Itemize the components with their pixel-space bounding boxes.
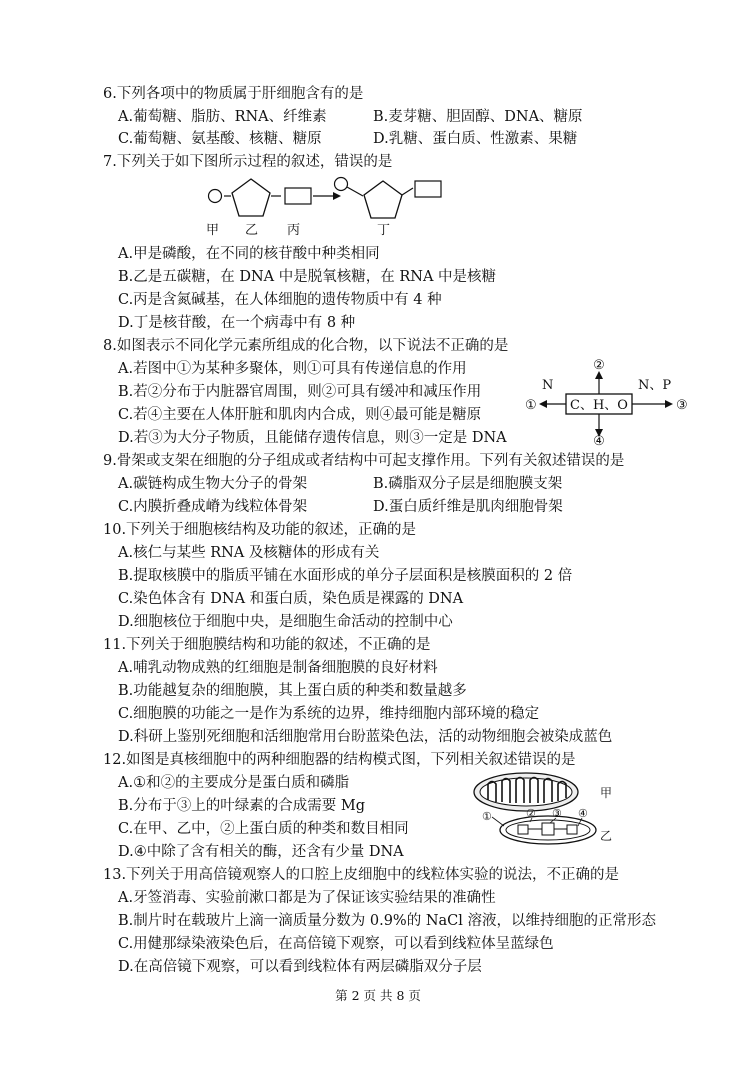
question-12-stem: 12.如图是真核细胞中的两种细胞器的结构模式图，下列相关叙述错误的是: [103, 752, 576, 768]
q7-option-b: B.乙是五碳糖，在 DNA 中是脱氧核糖，在 RNA 中是核糖: [118, 269, 497, 285]
q11-option-a: A.哺乳动物成熟的红细胞是制备细胞膜的良好材料: [118, 660, 438, 676]
q9-option-c: C.内膜折叠成嵴为线粒体骨架: [118, 499, 308, 515]
question-11-stem: 11.下列关于细胞膜结构和功能的叙述，不正确的是: [103, 637, 431, 653]
nucleotide-figure: [195, 172, 455, 238]
chloroplast: [500, 816, 596, 844]
q11-option-c: C.细胞膜的功能之一是作为系统的边界，维持细胞内部环境的稳定: [118, 706, 540, 722]
label-4-organelle: ④: [578, 807, 588, 820]
question-9-stem: 9.骨架或支架在细胞的分子组成或者结构中可起支撑作用。下列有关叙述错误的是: [103, 453, 625, 469]
q8-option-b: B.若②分布于内脏器官周围，则②可具有缓冲和减压作用: [118, 384, 482, 400]
cho-label: C、H、O: [570, 398, 628, 413]
label-2: ②: [593, 358, 605, 373]
label-3-organelle: ③: [552, 807, 562, 820]
q8-option-c: C.若④主要在人体肝脏和肌肉内合成，则④最可能是糖原: [118, 407, 482, 423]
separate-components: [209, 179, 312, 216]
q9-option-d: D.蛋白质纤维是肌肉细胞骨架: [373, 499, 563, 515]
q12-option-d: D.④中除了含有相关的酶，还含有少量 DNA: [118, 844, 404, 860]
label-bing: 丙: [287, 223, 301, 238]
phosphate-circle: [209, 190, 222, 203]
mitochondrion: [474, 773, 578, 811]
q13-option-c: C.用健那绿染液染色后，在高倍镜下观察，可以看到线粒体呈蓝绿色: [118, 936, 554, 952]
question-8-stem: 8.如图表示不同化学元素所组成的化合物，以下说法不正确的是: [103, 338, 509, 354]
label-3: ③: [676, 398, 688, 413]
q6-option-a: A.葡萄糖、脂肪、RNA、纤维素: [118, 109, 327, 125]
q6-option-b: B.麦芽糖、胆固醇、DNA、糖原: [373, 109, 583, 125]
q9-option-b: B.磷脂双分子层是细胞膜支架: [373, 476, 563, 492]
q10-option-c: C.染色体含有 DNA 和蛋白质，染色质是裸露的 DNA: [118, 591, 464, 607]
q13-option-d: D.在高倍镜下观察，可以看到线粒体有两层磷脂双分子层: [118, 959, 482, 975]
q10-option-a: A.核仁与某些 RNA 及核糖体的形成有关: [118, 545, 380, 561]
q7-option-c: C.丙是含氮碱基，在人体细胞的遗传物质中有 4 种: [118, 292, 442, 308]
page-footer: 第 2 页 共 8 页: [335, 988, 421, 1003]
label-1: ①: [525, 398, 537, 413]
label-ding: 丁: [377, 223, 391, 238]
question-6-stem: 6.下列各项中的物质属于肝细胞含有的是: [103, 86, 364, 102]
q6-option-d: D.乳糖、蛋白质、性激素、果糖: [373, 131, 578, 147]
label-jia-organelle: 甲: [600, 786, 613, 800]
q7-option-d: D.丁是核苷酸，在一个病毒中有 8 种: [118, 315, 356, 331]
question-7-stem: 7.下列关于如下图所示过程的叙述，错误的是: [103, 154, 393, 170]
pentose-pentagon: [232, 179, 270, 216]
label-1-organelle: ①: [482, 810, 492, 823]
q12-option-b: B.分布于③上的叶绿素的合成需要 Mg: [118, 798, 366, 814]
q8-option-d: D.若③为大分子物质，且能储存遗传信息，则③一定是 DNA: [118, 430, 507, 446]
q13-option-b: B.制片时在载玻片上滴一滴质量分数为 0.9%的 NaCl 溶液，以维持细胞的正常形态: [118, 913, 656, 929]
combined-nucleotide: [335, 178, 442, 219]
label-jia: 甲: [206, 223, 220, 238]
label-4: ④: [593, 434, 605, 446]
label-np-right: N、P: [638, 378, 672, 393]
q12-option-c: C.在甲、乙中，②上蛋白质的种类和数目相同: [118, 821, 409, 837]
q6-option-c: C.葡萄糖、氨基酸、核糖、糖原: [118, 131, 322, 147]
q9-option-a: A.碳链构成生物大分子的骨架: [118, 476, 308, 492]
question-13-stem: 13.下列关于用高倍镜观察人的口腔上皮细胞中的线粒体实验的说法，不正确的是: [103, 867, 620, 883]
question-10-stem: 10.下列关于细胞核结构及功能的叙述，正确的是: [103, 522, 417, 538]
organelle-figure: [470, 770, 630, 852]
arrow-head: [333, 192, 341, 200]
q11-option-d: D.科研上鉴别死细胞和活细胞常用台盼蓝染色法，活的动物细胞会被染成蓝色: [118, 729, 613, 745]
q10-option-b: B.提取核膜中的脂质平铺在水面形成的单分子层面积是核膜面积的 2 倍: [118, 568, 573, 584]
label-yi-organelle: 乙: [600, 829, 613, 843]
label-n-left: N: [542, 378, 554, 393]
q10-option-d: D.细胞核位于细胞中央，是细胞生命活动的控制中心: [118, 614, 453, 630]
q12-option-a: A.①和②的主要成分是蛋白质和磷脂: [118, 775, 350, 791]
label-2-organelle: ②: [526, 807, 536, 820]
q13-option-a: A.牙签消毒、实验前漱口都是为了保证该实验结果的准确性: [118, 890, 496, 906]
q7-option-a: A.甲是磷酸，在不同的核苷酸中种类相同: [118, 246, 380, 262]
base-rectangle: [285, 188, 311, 204]
q11-option-b: B.功能越复杂的细胞膜，其上蛋白质的种类和数量越多: [118, 683, 467, 699]
label-yi: 乙: [245, 223, 259, 238]
q8-option-a: A.若图中①为某种多聚体，则①可具有传递信息的作用: [118, 361, 467, 377]
element-compound-figure: [524, 358, 694, 446]
